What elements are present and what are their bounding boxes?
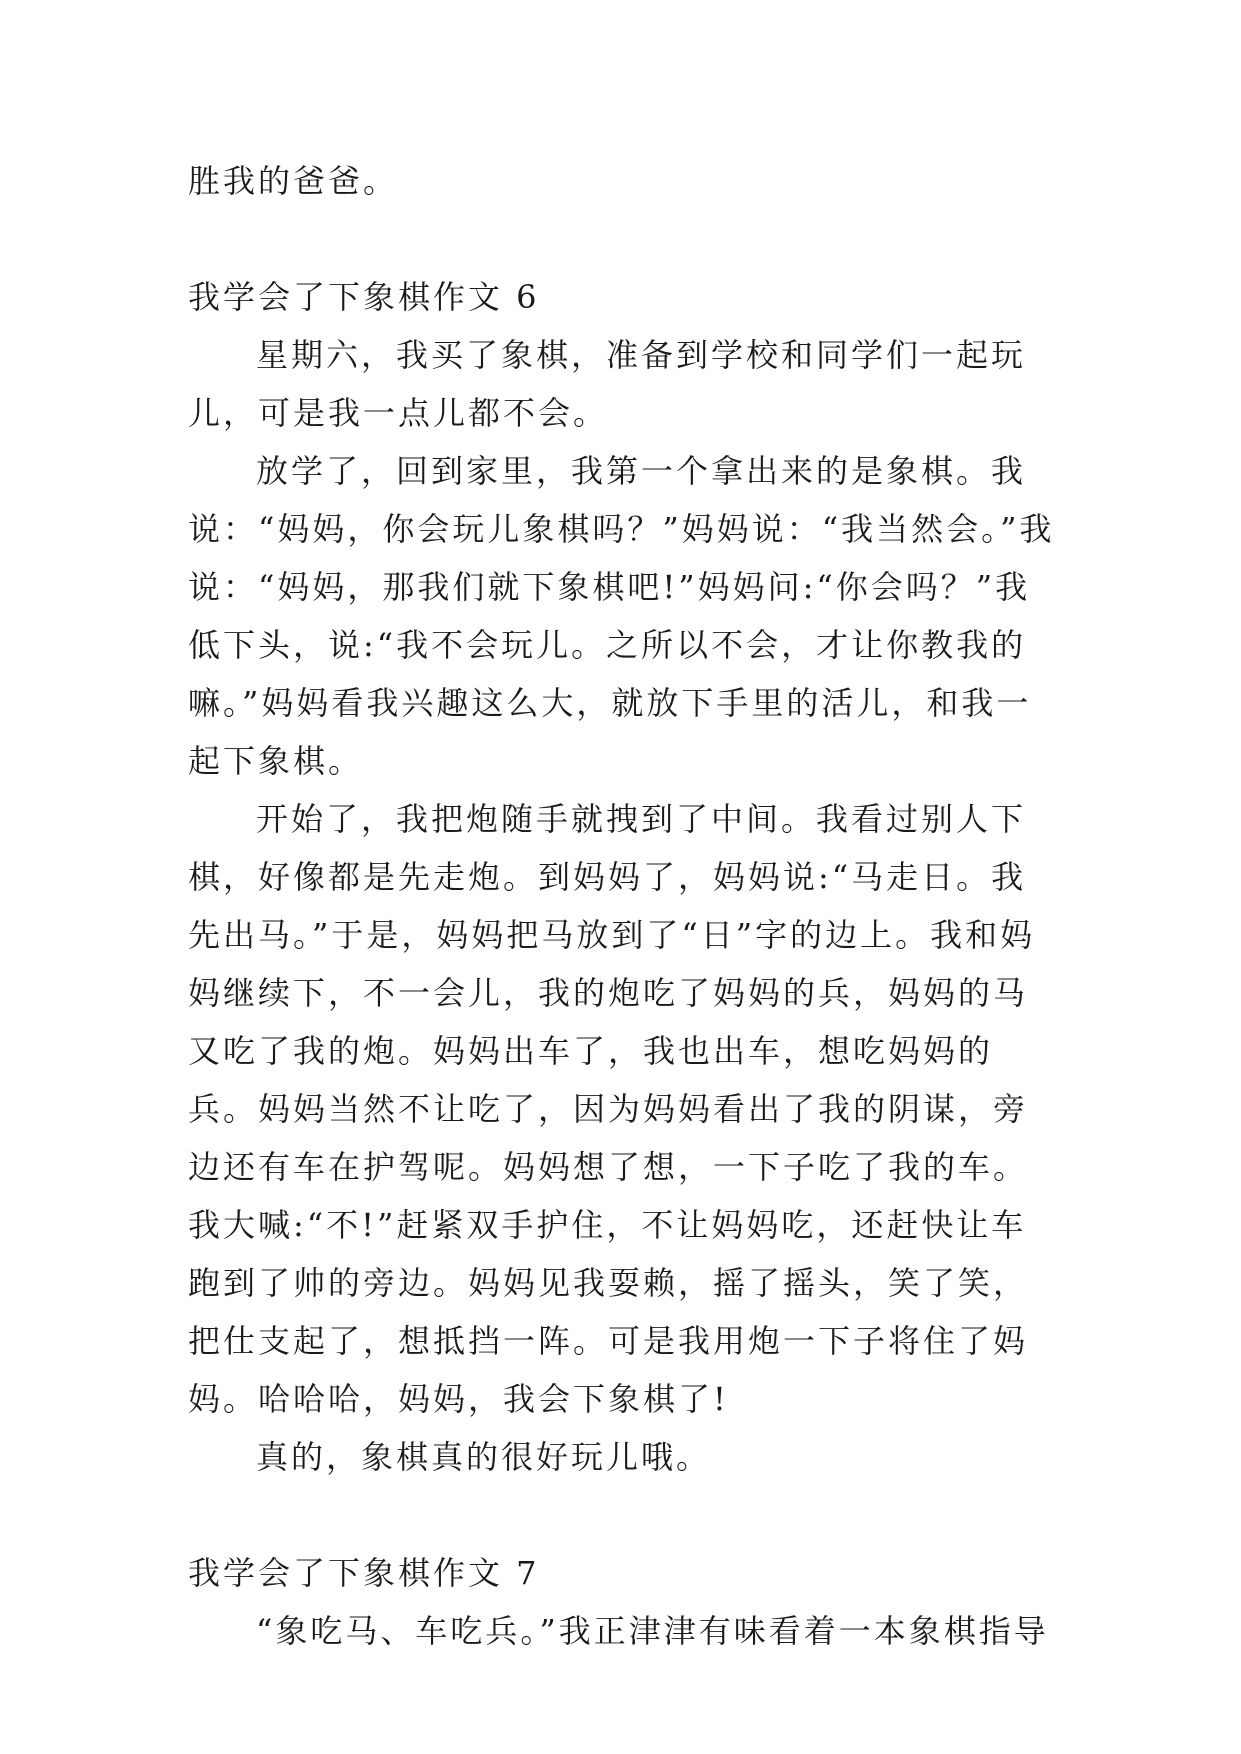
paragraph: 星期六，我买了象棋，准备到学校和同学们一起玩儿，可是我一点儿都不会。 [188, 336, 1027, 432]
section-gap [188, 210, 1060, 268]
section-title-6: 我学会了下象棋作文 6 [188, 278, 540, 316]
lead-fragment: 胜我的爸爸。 [188, 162, 399, 200]
paragraph: “象吃马、车吃兵。”我正津津有味看着一本象棋指导 [256, 1612, 1049, 1650]
paragraph: 真的，象棋真的很好玩儿哦。 [256, 1438, 712, 1476]
document-body [188, 152, 1060, 1660]
section-gap [188, 1486, 1060, 1544]
paragraph: 开始了，我把炮随手就拽到了中间。我看过别人下棋，好像都是先走炮。到妈妈了，妈妈说:“马走日。我先出马。”于是，妈妈把马放到了“日”字的边上。我和妈妈继续下，不一会儿，我的炮吃了妈妈的兵，妈妈的马又吃了我的炮。妈妈出车了，我也出车，想吃妈妈的兵。妈妈当然不让吃了，因为妈妈看出了我的阴谋，旁边还有车在护驾呢。妈妈想了想，一下子吃了我的车。我大喊:“不!”赶紧双手护住，不让妈妈吃，还赶快让车跑到了帅的旁边。妈妈见我耍赖，摇了摇头，笑了笑，把仕支起了，想抵挡一阵。可是我用炮一下子将住了妈妈。哈哈哈，妈妈，我会下象棋了! [188, 800, 1036, 1418]
section-title-7: 我学会了下象棋作文 7 [188, 1554, 540, 1592]
paragraph: 放学了，回到家里，我第一个拿出来的是象棋。我说：“妈妈，你会玩儿象棋吗？”妈妈说：“我当然会。”我说：“妈妈，那我们就下象棋吧!”妈妈问:“你会吗？”我低下头，说:“我不会玩儿。之所以不会，才让你教我的嘛。”妈妈看我兴趣这么大，就放下手里的活儿，和我一起下象棋。 [188, 452, 1055, 780]
